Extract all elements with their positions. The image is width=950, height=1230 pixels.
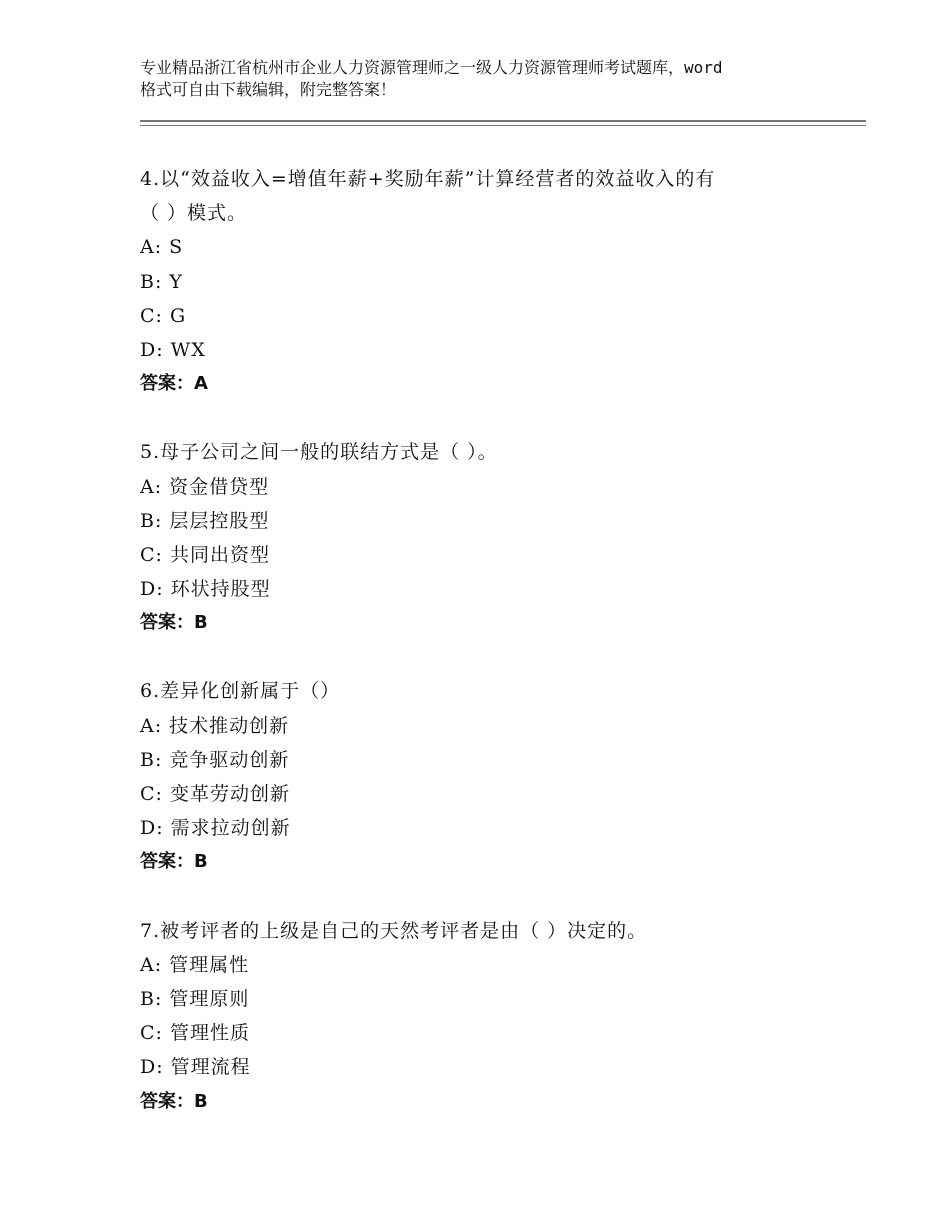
option-d: D: 环状持股型 [140, 578, 271, 601]
option-b: B: 竞争驱动创新 [140, 748, 290, 771]
option-c: C: 管理性质 [140, 1022, 250, 1045]
option-b: B: 层层控股型 [140, 509, 270, 532]
answer-line: 答案：B [140, 612, 208, 634]
option-a: A: S [140, 236, 184, 259]
option-a: A: 管理属性 [140, 953, 250, 976]
option-c: C: G [140, 304, 187, 327]
option-c: C: 变革劳动创新 [140, 783, 290, 805]
option-c: C: 共同出资型 [140, 543, 270, 566]
header-divider [140, 120, 866, 126]
question-4 [140, 162, 860, 401]
option-d: D: 管理流程 [140, 1056, 251, 1079]
answer-line: 答案：B [140, 1090, 208, 1112]
option-a: A: 技术推动创新 [140, 714, 290, 737]
question-stem: 4.以“效益收入=增值年薪+奖励年薪”计算经营者的效益收入的有 [140, 168, 716, 190]
question-stem: 6.差异化创新属于（） [140, 680, 341, 703]
option-b: B: 管理原则 [140, 987, 250, 1010]
document-header [140, 57, 860, 101]
question-stem-continued: （ ）模式。 [140, 202, 248, 225]
question-stem: 5.母子公司之间一般的联结方式是（ ）。 [140, 441, 498, 464]
header-title-line-2: 格式可自由下载编辑，附完整答案！ [140, 80, 397, 99]
option-d: D: 需求拉动创新 [140, 817, 291, 840]
answer-line: 答案：B [140, 851, 208, 873]
question-7 [140, 914, 860, 1119]
option-a: A: 资金借贷型 [140, 475, 270, 498]
question-stem: 7.被考评者的上级是自己的天然考评者是由（ ）决定的。 [140, 919, 648, 942]
question-list [140, 162, 860, 1153]
option-b: B: Y [140, 270, 183, 293]
header-title-line-1: 专业精品浙江省杭州市企业人力资源管理师之一级人力资源管理师考试题库，word [140, 58, 723, 77]
question-5 [140, 435, 860, 640]
option-d: D: WX [140, 338, 206, 361]
answer-line: 答案：A [140, 373, 208, 395]
question-6 [140, 674, 860, 879]
